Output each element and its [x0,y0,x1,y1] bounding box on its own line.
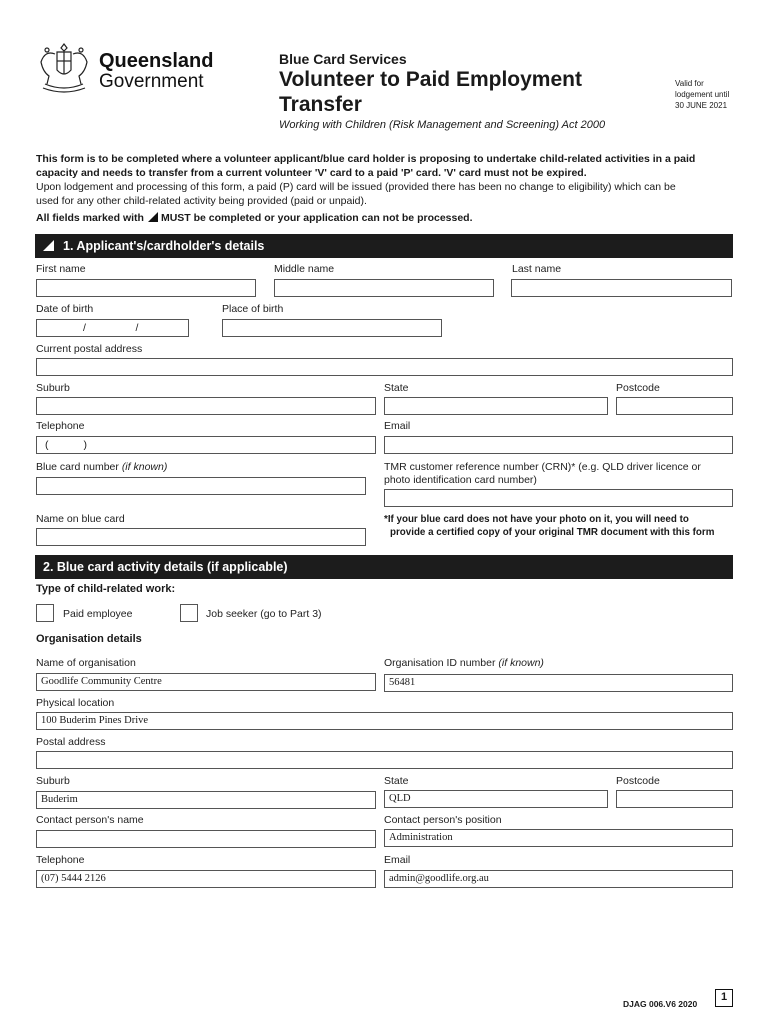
telephone-field[interactable] [36,436,376,454]
intro-text [36,152,736,225]
mandatory-triangle-icon [43,240,54,251]
org-id-field[interactable]: 56481 [384,674,733,692]
crn-field[interactable] [384,489,733,507]
blue-card-if-known: (if known) [121,461,168,473]
paid-employee-checkbox[interactable] [36,604,54,622]
crn-label-line1: TMR customer reference number (CRN)* (e.g. QLD driver licence or [384,461,701,473]
org-email-label: Email [384,854,411,866]
suburb-label: Suburb [36,382,70,394]
act-reference: Working with Children (Risk Management and Screening) Act 2000 [279,119,606,131]
form-title-line2: Transfer [279,93,362,116]
org-state-label: State [384,775,409,787]
org-name-field[interactable]: Goodlife Community Centre [36,673,376,691]
org-state-field[interactable]: QLD [384,790,608,808]
org-postal-address-field[interactable] [36,751,733,769]
email-label: Email [384,420,411,432]
suburb-field[interactable] [36,397,376,415]
telephone-label: Telephone [36,420,85,432]
logo-queensland: Queensland [99,50,214,72]
job-seeker-label: Job seeker (go to Part 3) [206,608,322,620]
photo-note [384,513,714,539]
last-name-label: Last name [512,263,562,275]
first-name-label: First name [36,263,86,275]
org-telephone-label: Telephone [36,854,85,866]
blue-card-number-field[interactable] [36,477,366,495]
org-email-field[interactable]: admin@goodlife.org.au [384,870,733,888]
job-seeker-checkbox[interactable] [180,604,198,622]
section2-header [35,555,733,579]
place-of-birth-field[interactable] [222,319,442,337]
org-postcode-field[interactable] [616,790,733,808]
blue-card-number-text: Blue card number [36,461,119,473]
org-postcode-label: Postcode [616,775,660,787]
validity-line1: Valid for [675,79,704,88]
org-suburb-field[interactable]: Buderim [36,791,376,809]
intro-para2-line1: Upon lodgement and processing of this form, a paid (P) card will be issued (provided there has been no change to eligibility) which can be [36,181,676,193]
government-logo [35,40,214,96]
middle-name-label: Middle name [274,263,335,275]
logo-government: Government [99,71,204,92]
state-label: State [384,382,409,394]
validity-note [675,78,729,111]
place-of-birth-label: Place of birth [222,303,284,315]
blue-card-number-label [36,461,167,473]
org-postal-address-label: Postal address [36,736,106,748]
dob-separators: / / [83,322,139,334]
physical-location-field[interactable]: 100 Buderim Pines Drive [36,712,733,730]
contact-name-label: Contact person's name [36,814,144,826]
contact-name-field[interactable] [36,830,376,848]
dob-label: Date of birth [36,303,94,315]
intro-para1-line2: capacity and needs to transfer from a current volunteer 'V' card to a paid 'P' card. 'V' card must not be expired. [36,167,587,179]
email-field[interactable] [384,436,733,454]
page-number: 1 [715,989,733,1007]
org-id-label [384,657,544,669]
contact-position-field[interactable]: Administration [384,829,733,847]
crn-label-line2: photo identification card number) [384,474,537,486]
photo-note-line2: provide a certified copy of your original TMR document with this form [390,527,715,538]
org-suburb-label: Suburb [36,775,70,787]
postal-address-field[interactable] [36,358,733,376]
paid-employee-label: Paid employee [63,608,133,620]
intro-para2-line2: used for any other child-related activity being provided (paid or unpaid). [36,195,367,207]
org-name-label: Name of organisation [36,657,136,669]
coat-of-arms-icon [35,40,93,96]
type-of-work-label: Type of child-related work: [36,583,176,595]
org-id-if-known: (if known) [498,657,544,669]
section2-title: 2. Blue card activity details (if applicable) [43,560,288,574]
name-on-card-label: Name on blue card [36,513,125,525]
mandatory-triangle-icon [148,212,158,222]
name-on-card-field[interactable] [36,528,366,546]
last-name-field[interactable] [511,279,732,297]
document-code: DJAG 006.V6 2020 [623,999,698,1009]
postcode-field[interactable] [616,397,733,415]
crn-label [384,461,701,487]
telephone-parentheses: ( ) [45,439,87,451]
org-telephone-field[interactable]: (07) 5444 2126 [36,870,376,888]
intro-para3-post: MUST be completed or your application can not be processed. [160,212,473,224]
postal-address-label: Current postal address [36,343,143,355]
section1-header [35,234,733,258]
validity-line3: 30 JUNE 2021 [675,101,728,110]
contact-position-label: Contact person's position [384,814,502,826]
physical-location-label: Physical location [36,697,115,709]
intro-para1-line1: This form is to be completed where a volunteer applicant/blue card holder is proposing to undertake child-related activities in a paid [36,153,696,165]
org-id-text: Organisation ID number [384,657,496,669]
section1-title: 1. Applicant's/cardholder's details [63,239,265,253]
intro-para3 [36,211,736,225]
first-name-field[interactable] [36,279,256,297]
postcode-label: Postcode [616,382,660,394]
form-title-line1: Volunteer to Paid Employment [279,68,582,91]
middle-name-field[interactable] [274,279,494,297]
state-field[interactable] [384,397,608,415]
service-name: Blue Card Services [279,51,407,67]
dob-field[interactable] [36,319,189,337]
photo-note-line1: *If your blue card does not have your photo on it, you will need to [384,514,689,525]
validity-line2: lodgement until [675,90,730,99]
organisation-details-heading: Organisation details [36,633,142,645]
intro-para3-pre: All fields marked with [36,212,144,224]
